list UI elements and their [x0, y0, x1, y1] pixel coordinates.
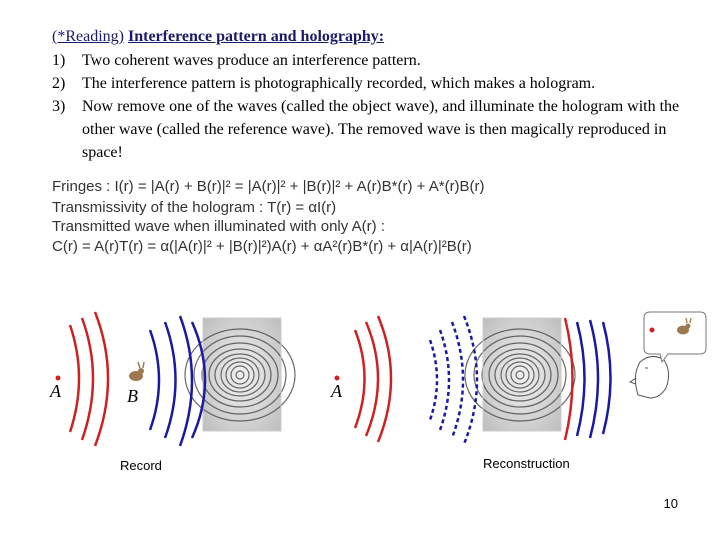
label-a-reconstruction: A [331, 381, 342, 401]
hologram-plate-reconstruction [465, 318, 575, 431]
equation-result: C(r) = A(r)T(r) = α(|A(r)|² + |B(r)|²)A(r) + αA²(r)B*(r) + α|A(r)|²B(r) [52, 238, 472, 255]
label-b: B [127, 386, 138, 406]
reconstruction-label: Reconstruction [483, 456, 570, 471]
source-point-a-reconstruction [335, 376, 340, 381]
reference-wavefronts-reconstruction [355, 316, 391, 442]
equation-transmitted: Transmitted wave when illuminated with only A(r) : [52, 218, 385, 235]
bunny-object-icon [129, 362, 144, 381]
equation-transmissivity: Transmissivity of the hologram : T(r) = αI(r) [52, 199, 337, 216]
source-point-a [56, 376, 61, 381]
bubble-source-point [650, 328, 655, 333]
object-wavefronts-record [150, 316, 205, 446]
label-a-record: A [50, 381, 61, 401]
heading-prefix: (*Reading) [52, 28, 124, 45]
reconstructed-object-wavefronts [577, 320, 611, 438]
equation-fringes: Fringes : I(r) = |A(r) + B(r)|² = |A(r)|² + |B(r)|² + A(r)B*(r) + A*(r)B(r) [52, 178, 485, 195]
thought-bubble [644, 312, 706, 362]
reference-wavefronts-record [70, 312, 108, 446]
record-label: Record [120, 458, 162, 473]
heading-title: Interference pattern and holography: [127, 28, 385, 45]
virtual-object-wavefronts [430, 316, 477, 444]
list-item: 2) The interference pattern is photographically recorded, which makes a hologram. [52, 75, 596, 92]
list-item: 3) Now remove one of the waves (called the object wave), and illuminate the hologram with the other wave (called the reference wave). The removed wave is then magically reproduced in space! [52, 98, 680, 161]
observer-head-icon [630, 356, 669, 398]
page-number: 10 [663, 496, 678, 511]
list-item: 1) Two coherent waves produce an interference pattern. [52, 52, 421, 69]
